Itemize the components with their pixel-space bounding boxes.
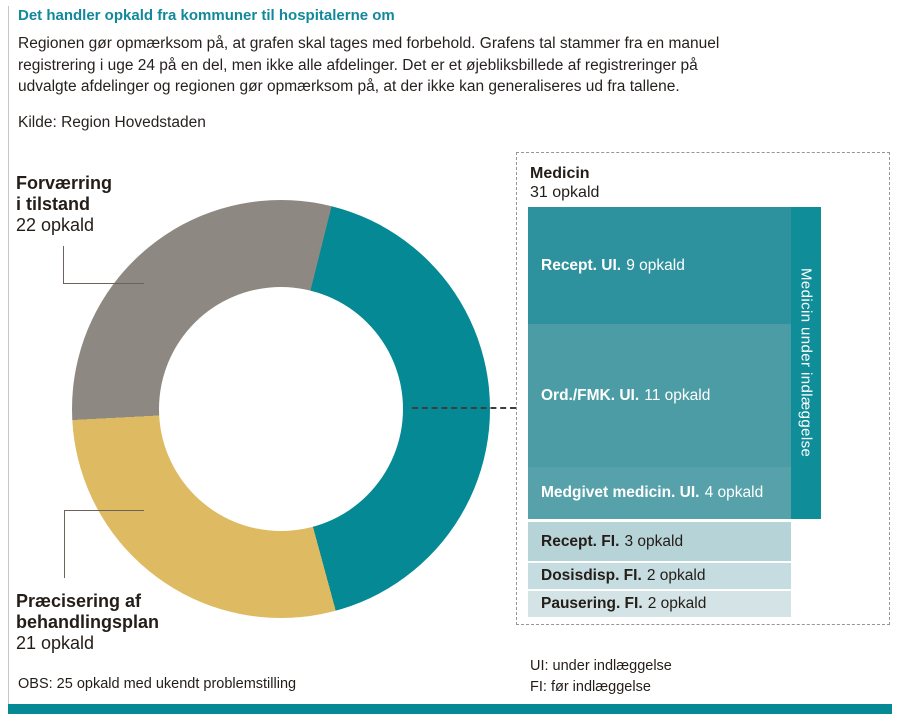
connector-praecisering-vertical: [64, 510, 65, 578]
connector-praecisering-horizontal: [64, 510, 144, 511]
label-forvaerring-line2: i tilstand: [16, 194, 91, 214]
medicin-under-indlaeggelse-strip: [791, 207, 821, 519]
panel-title-text: Medicin: [530, 165, 590, 182]
bottom-accent-bar: [8, 704, 892, 714]
panel-subtitle-text: 31 opkald: [530, 184, 600, 201]
bar-recept-ui: [528, 207, 791, 324]
panel-title: [530, 164, 599, 202]
obs-note: OBS: 25 opkald med ukendt problemstilling: [18, 676, 297, 692]
disclaimer-paragraph: [18, 33, 719, 98]
medicin-breakdown-panel: [516, 152, 890, 625]
bar-recept-ui-value: 9 opkald: [626, 256, 685, 274]
strip-label: Medicin under indlæggelse: [797, 268, 815, 458]
label-praecisering-value: 21 opkald: [16, 633, 95, 653]
bar-recept-fi: [528, 522, 791, 561]
label-forvaerring-line1: Forværring: [16, 173, 113, 193]
connector-donut-to-panel-dashed: [412, 407, 516, 409]
legend-ui: UI: under indlæggelse: [530, 658, 672, 674]
label-praecisering-line2: behandlingsplan: [16, 612, 160, 632]
legend-fi: FI: før indlæggelse: [530, 679, 651, 695]
abbreviation-legend: [530, 656, 672, 698]
bar-ord-fmk-ui: [528, 324, 791, 467]
bar-recept-fi-label: Recept. FI.: [541, 532, 620, 550]
bar-dosisdisp-fi-value: 2 opkald: [646, 567, 706, 584]
label-praecisering: [16, 591, 159, 654]
connector-forvaerring-vertical: [63, 246, 64, 284]
bar-dosisdisp-fi-label: Dosisdisp. FI.: [541, 567, 642, 584]
paragraph-line-1: Regionen gør opmærksom på, at grafen skal tages med forbehold. Grafens tal stammer fra en manuel: [18, 35, 720, 52]
connector-forvaerring-horizontal: [63, 283, 144, 284]
label-forvaerring-value: 22 opkald: [16, 215, 95, 235]
source-credit: Kilde: Region Hovedstaden: [18, 114, 206, 131]
bar-ord-fmk-ui-value: 11 opkald: [644, 386, 711, 404]
bar-medgivet-ui-value: 4 opkald: [704, 484, 764, 501]
paragraph-line-3: udvalgte afdelinger og regionen gør opmærksom på, at der ikke kan generaliseres ud fra tallene.: [18, 78, 680, 95]
bar-medgivet-ui-label: Medgivet medicin. UI.: [541, 484, 700, 501]
donut-hole: [159, 287, 403, 531]
page-title: Det handler opkald fra kommuner til hospitalerne om: [18, 7, 395, 24]
left-frame-line: [8, 6, 9, 704]
bar-ord-fmk-ui-label: Ord./FMK. UI.: [541, 386, 640, 404]
donut-chart: [72, 200, 490, 618]
bar-recept-fi-value: 3 opkald: [624, 532, 684, 550]
label-praecisering-line1: Præcisering af: [16, 591, 142, 611]
bar-dosisdisp-fi: [528, 563, 791, 589]
breakdown-bars: [528, 207, 791, 617]
bar-medgivet-ui: [528, 467, 791, 519]
bar-pausering-fi-value: 2 opkald: [647, 595, 707, 612]
paragraph-line-2: registrering i uge 24 på en del, men ikke alle afdelinger. Det er et øjebliksbillede af registreringer på: [18, 56, 698, 74]
bar-pausering-fi-label: Pausering. FI.: [541, 595, 643, 612]
bar-recept-ui-label: Recept. UI.: [541, 256, 622, 274]
label-forvaerring: [16, 173, 112, 236]
bar-pausering-fi: [528, 591, 791, 617]
